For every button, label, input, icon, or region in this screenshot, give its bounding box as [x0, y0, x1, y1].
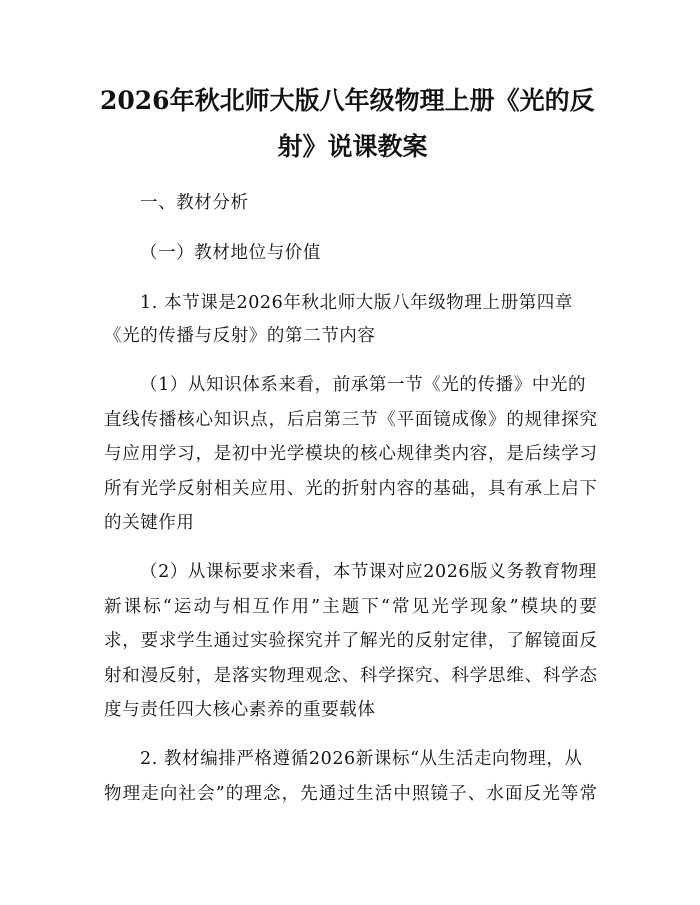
paragraph-1-line-2: 直线传播核心知识点，后启第三节《平面镜成像》的规律探究 — [104, 410, 597, 430]
paragraph-2-line-2: 新课标“运动与相互作用”主题下“常见光学现象”模块的要 — [104, 597, 597, 617]
paragraph-1-line-3: 与应用学习，是初中光学模块的核心规律类内容，是后续学习 — [104, 444, 597, 464]
paragraph-2-line-3: 求，要求学生通过实验探究并了解光的反射定律，了解镜面反 — [104, 631, 597, 651]
document-title-line-2: 射》说课教案 — [277, 132, 428, 161]
document-title-line-1: 2026年秋北师大版八年级物理上册《光的反 — [100, 86, 595, 115]
paragraph-1-line-5: 的关键作用 — [104, 513, 195, 533]
item-2-line-1: 2. 教材编排严格遵循2026新课标“从生活走向物理，从 — [140, 749, 583, 769]
paragraph-1-line-1: （1）从知识体系来看，前承第一节《光的传播》中光的 — [140, 375, 587, 395]
paragraph-2-line-5: 度与责任四大核心素养的重要载体 — [104, 700, 376, 720]
item-1-line-1: 1. 本节课是2026年秋北师大版八年级物理上册第四章 — [140, 293, 573, 313]
subsection-heading: （一）教材地位与价值 — [140, 243, 321, 263]
item-2-line-2: 物理走向社会”的理念，先通过生活中照镜子、水面反光等常 — [104, 784, 597, 804]
item-1-line-2: 《光的传播与反射》的第二节内容 — [104, 326, 376, 346]
paragraph-2-line-1: （2）从课标要求来看，本节课对应2026版义务教育物理 — [140, 562, 597, 582]
paragraph-1-line-4: 所有光学反射相关应用、光的折射内容的基础，具有承上启下 — [104, 479, 597, 499]
section-heading: 一、教材分析 — [140, 193, 249, 213]
paragraph-2-line-4: 射和漫反射，是落实物理观念、科学探究、科学思维、科学态 — [104, 666, 597, 686]
